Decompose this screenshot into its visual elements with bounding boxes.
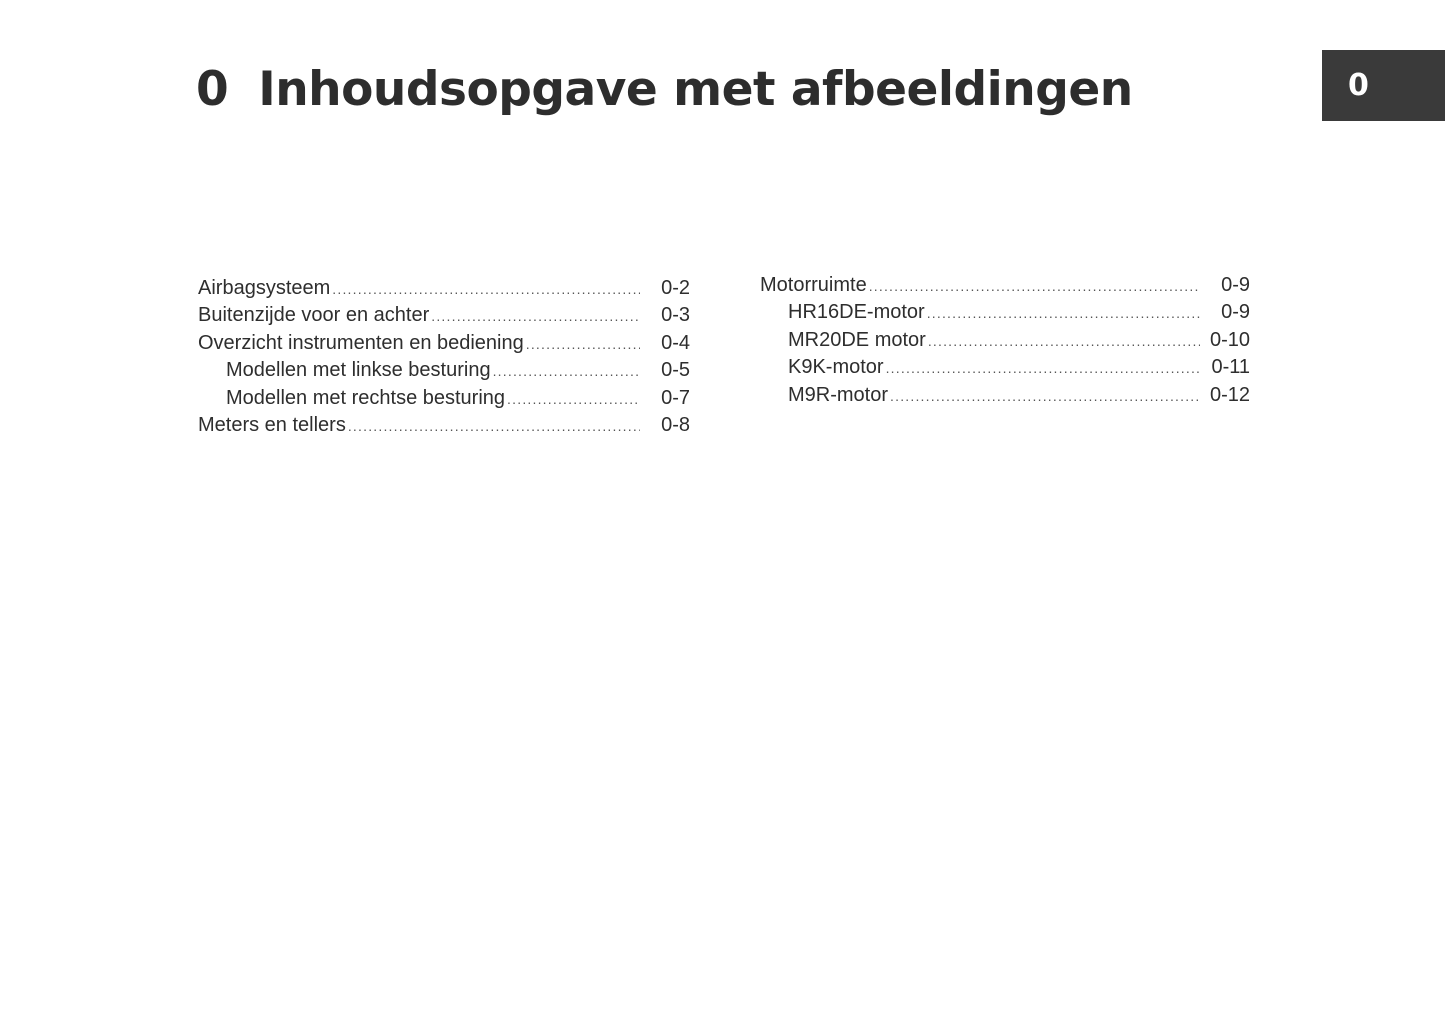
toc-dot-leader <box>348 413 640 440</box>
toc-dot-leader <box>886 355 1200 382</box>
toc-entry-label: K9K-motor <box>788 356 884 379</box>
toc-dot-leader <box>507 386 640 413</box>
toc-dot-leader <box>927 300 1200 327</box>
chapter-tab[interactable] <box>1322 50 1445 121</box>
toc-entry[interactable] <box>760 354 1250 381</box>
toc-entry[interactable] <box>760 382 1250 409</box>
toc-entry-page: 0-4 <box>661 331 690 354</box>
toc-entry[interactable] <box>760 327 1250 354</box>
toc-entry-label: Airbagsysteem <box>198 277 331 299</box>
toc-entry-page: 0-10 <box>1209 328 1250 351</box>
toc-entry-page: 0-11 <box>1211 356 1250 379</box>
toc-entry-label: MR20DE motor <box>788 328 926 351</box>
toc-entry-page: 0-2 <box>661 277 690 299</box>
toc-entry-label: Overzicht instrumenten en bediening <box>198 331 524 354</box>
toc-dot-leader <box>890 383 1200 410</box>
toc-entry-label: Modellen met linkse besturing <box>226 359 491 382</box>
toc-entry[interactable] <box>760 299 1250 326</box>
toc-entry-label: HR16DE-motor <box>788 301 925 324</box>
chapter-title: Inhoudsopgave met afbeeldingen <box>258 62 1133 117</box>
toc-entry[interactable] <box>198 357 690 384</box>
toc-dot-leader <box>332 276 640 303</box>
chapter-tab-label: 0 <box>1348 68 1369 103</box>
toc-entry-label: Modellen met rechtse besturing <box>226 386 506 409</box>
toc-entry[interactable] <box>198 302 690 329</box>
toc-entry[interactable] <box>198 385 690 412</box>
toc-dot-leader <box>928 328 1200 355</box>
toc-entry-page: 0-7 <box>661 386 690 409</box>
chapter-number: 0 <box>196 62 229 117</box>
toc-dot-leader <box>869 273 1200 300</box>
toc-dot-leader <box>493 358 640 385</box>
toc-entry-label: M9R-motor <box>788 383 889 406</box>
toc-entry[interactable] <box>198 412 690 439</box>
toc-dot-leader <box>431 303 640 330</box>
toc-entry-label: Motorruimte <box>760 274 867 296</box>
toc-entry-label: Meters en tellers <box>198 413 346 436</box>
toc-entry-page: 0-9 <box>1221 301 1250 324</box>
toc-entry[interactable] <box>198 330 690 357</box>
toc-entry-page: 0-9 <box>1221 274 1250 296</box>
page-title <box>196 62 1133 117</box>
toc-entry-page: 0-12 <box>1209 383 1250 406</box>
toc-entry-page: 0-5 <box>661 359 690 382</box>
toc-entry-page: 0-3 <box>661 304 690 327</box>
toc-right-column <box>760 272 1250 409</box>
toc-entry[interactable] <box>198 275 690 302</box>
toc-dot-leader <box>526 331 640 358</box>
toc-left-column <box>198 275 690 439</box>
toc-entry[interactable] <box>760 272 1250 299</box>
toc-entry-page: 0-8 <box>661 413 690 436</box>
toc-entry-label: Buitenzijde voor en achter <box>198 304 430 327</box>
